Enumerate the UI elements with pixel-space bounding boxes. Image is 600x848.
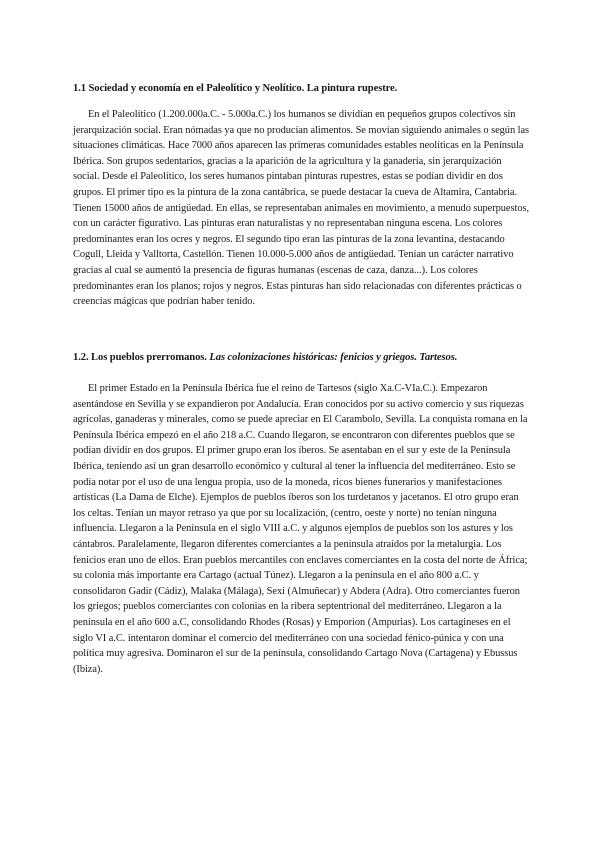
- section-paleolitico: [73, 82, 530, 310]
- heading-text-italic: Las colonizaciones históricas: fenicios y griegos. Tartesos.: [209, 352, 458, 363]
- heading-text: 1.2. Los pueblos prerromanos.: [73, 352, 210, 363]
- section-body: El primer Estado en la Península Ibérica fue el reino de Tartesos (siglo Xa.C-VIa.C.). Empezaron asentándose en Sevilla y se expandieron por Andalucía. Eran conocidos por su activo comercio y sus riquezas agrícolas, ganaderas y minerales, como se puede apreciar en El Carambolo, Sevilla. La conquista romana en la Península Ibérica empezó en el año 218 a.C. Cuando llegaron, se encontraron con diferentes pueblos que se podían dividir en dos grupos. El primer grupo eran los íberos. Se asentaban en el sur y este de la Península Ibérica, teniendo así un gran desarrollo económico y cultural al tener la influencia del mediterráneo. Esto se podía notar por el uso de una lengua propia, uso de la moneda, ricos bienes funerarios y manifestaciones artísticas (La Dama de Elche). Ejemplos de pueblos íberos son los turdetanos y jacetanos. El otro grupo eran los celtas. Tenían un mayor retraso ya que por su localización, (centro, oeste y norte) no tenían ninguna influencia. Llegaron a la Península en el siglo VIII a.C. y algunos ejemplos de pueblos son los astures y los cántabros. Paralelamente, llegaron diferentes comerciantes a la península atraídos por la metalurgia. Los fenicios eran uno de ellos. Eran pueblos mercantiles con enclaves comerciantes en la costa del norte de África; su colonia más importante era Cartago (actual Túnez). Llegaron a la península en el año 800 a.C. y consolidaron Gadir (Cádiz), Malaka (Málaga), Sexi (Almuñecar) y Abdera (Adra). Otro comerciantes fueron los griegos; pueblos comerciantes con colonias en la ribera septentrional del mediterráneo. Llegaron a la península en el año 600 a.C, consolidando Rhodes (Rosas) y Emporion (Ampurias). Los cartagineses en el siglo VI a.C. intentaron dominar el comercio del mediterráneo con una sociedad fénico-púnica y con una política muy agresiva. Dominaron el sur de la península, consolidando Cartago Nova (Cartagena) y Ebussus (Ibiza).: [73, 383, 528, 675]
- section-heading: [73, 82, 530, 96]
- section-body: En el Paleolítico (1.200.000a.C. - 5.000a.C.) los humanos se dividían en pequeños grupos colectivos sin jerarquización social. Eran nómadas ya que no producían alimentos. Se movían siguiendo animales o según las situaciones climáticas. Hace 7000 años aparecen las primeras comunidades estables neolíticas en la Península Ibérica. Son grupos sedentarios, gracias a la aparición de la agricultura y la ganadería, sin jerarquización social. Desde el Paleolítico, los seres humanos pintaban pinturas rupestres, estas se podían dividir en dos grupos. El primer tipo es la pintura de la zona cantábrica, se puede destacar la cueva de Altamira, Cantabria. Tienen 15000 años de antigüedad. En ellas, se representaban animales en movimiento, a menudo superpuestos, con un carácter figurativo. Las pinturas eran naturalistas y no representaban ninguna escena. Los colores predominantes eran los ocres y negros. El segundo tipo eran las pinturas de la zona levantina, destacando Cogull, Lleida y Valltorta, Castellón. Tienen 10.000-5.000 años de antigüedad. Tenían un carácter narrativo gracias al cual se aumentó la presencia de figuras humanas (escenas de caza, danza...). Los colores predominantes eran los planos; rojos y negros. Estas pinturas han sido relacionadas con diferentes prácticas o creencias mágicas que podrían haber tenido.: [73, 109, 530, 308]
- section-heading: [73, 351, 530, 365]
- heading-text: 1.1 Sociedad y economía en el Paleolítico y Neolítico. La pintura rupestre.: [73, 83, 398, 94]
- section-pueblos-prerromanos: [73, 351, 530, 677]
